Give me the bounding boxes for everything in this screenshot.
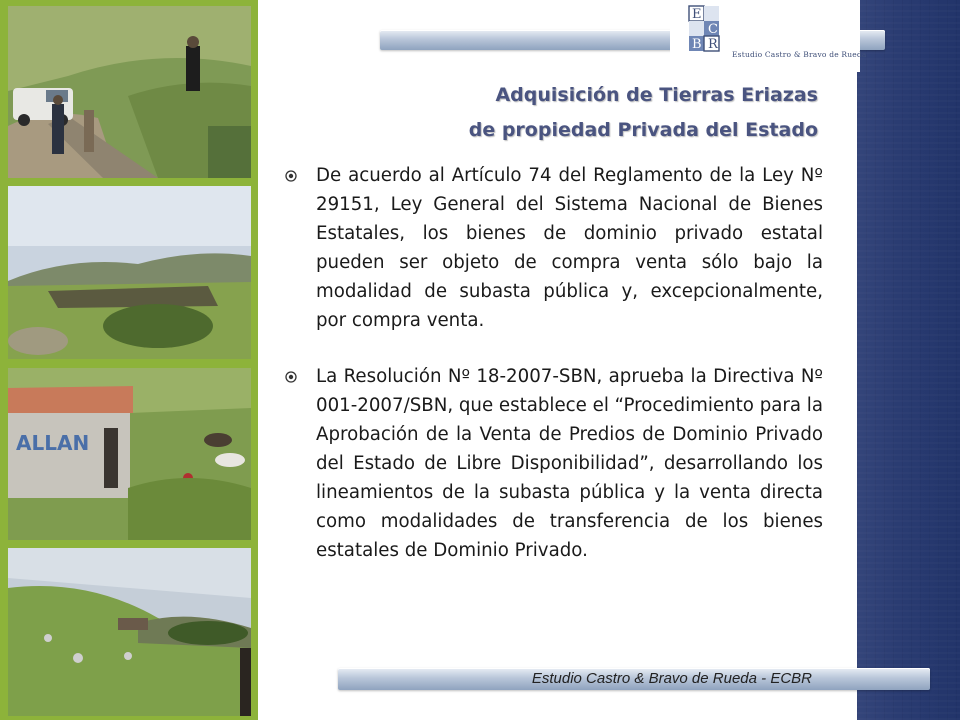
bullet-icon [285, 170, 297, 182]
logo-letter-e: E [692, 7, 702, 22]
footer-text: Estudio Castro & Bravo de Rueda - ECBR [531, 670, 812, 687]
logo-letter-c: C [708, 22, 718, 37]
bullet-item [285, 362, 823, 565]
slide-title-line1: Adquisición de Tierras Eriazas [495, 84, 818, 106]
logo-letter-b: B [692, 37, 702, 52]
photo-house-cattle [8, 368, 251, 540]
side-panel [857, 0, 960, 720]
bullet-text: La Resolución Nº 18-2007-SBN, aprueba la Directiva Nº 001-2007/SBN, que establece el “Procedimiento para la Aprobación de la Venta de Predios de Dominio Privado del Estado de Libre Disponibilidad”, desarrollando los lineamientos de la subasta pública y la venta directa como modalidades de transferencia de los bienes estatales de Dominio Privado. [316, 366, 823, 561]
photo-road-people [8, 6, 251, 178]
photo-hills [8, 548, 251, 716]
photo-valley [8, 186, 251, 359]
ecbr-logo-mark [678, 4, 728, 56]
logo-caption: Estudio Castro & Bravo de Rueda [732, 50, 867, 59]
logo-letter-r: R [708, 37, 718, 52]
svg-text:ALLAN: ALLAN [16, 431, 90, 455]
company-logo [670, 0, 867, 72]
slide-title-line2: de propiedad Privada del Estado [468, 119, 818, 141]
bullet-item [285, 161, 823, 335]
bullet-list [285, 161, 823, 565]
photo-strip [0, 0, 258, 720]
bullet-icon [285, 371, 297, 383]
bullet-text: De acuerdo al Artículo 74 del Reglamento de la Ley Nº 29151, Ley General del Sistema Nacional de Bienes Estatales, los bienes de dominio privado estatal pueden ser objeto de compra venta sólo bajo la modalidad de subasta pública y, excepcionalmente, por compra venta. [316, 165, 823, 331]
header-bar-left [380, 30, 685, 50]
